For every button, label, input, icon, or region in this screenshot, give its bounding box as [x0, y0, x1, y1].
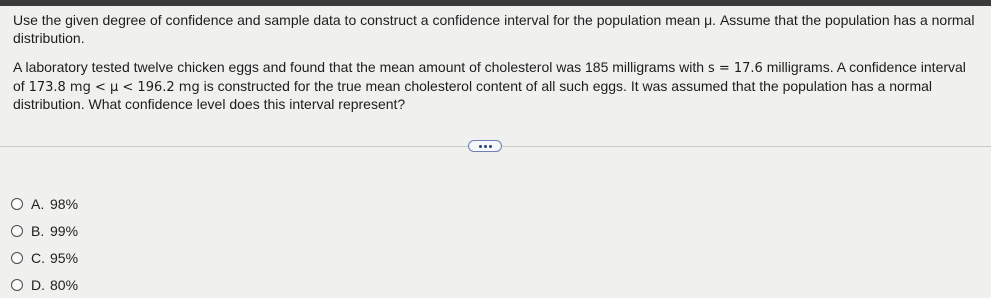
- problem-text-3: is constructed for the true mean cholesterol content of all such eggs. It was assumed that the population has a normal distribution. What confidence level does this interval represent?: [13, 77, 933, 112]
- option-letter: C.: [31, 249, 45, 266]
- answer-options: [11, 190, 311, 298]
- question-problem: [13, 59, 981, 114]
- option-text: 80%: [50, 276, 79, 293]
- option-text: 98%: [50, 195, 79, 212]
- ellipsis-icon: [489, 145, 492, 148]
- option-letter: B.: [31, 222, 45, 239]
- problem-text-2: milligrams. A confidence interval of: [13, 59, 966, 94]
- sample-std-dev: s = 17.6: [707, 61, 763, 76]
- option-text: 99%: [50, 222, 79, 239]
- radio-button[interactable]: [11, 225, 23, 237]
- option-letter: A.: [31, 195, 45, 212]
- option-text: 95%: [50, 249, 79, 266]
- radio-button[interactable]: [11, 252, 23, 264]
- confidence-interval: 173.8 mg < μ < 196.2 mg: [28, 79, 200, 95]
- top-bar: [0, 0, 991, 6]
- option-b[interactable]: [11, 217, 311, 244]
- problem-text-1: A laboratory tested twelve chicken eggs and found that the mean amount of cholesterol was 185 milligrams with: [13, 59, 708, 75]
- radio-button[interactable]: [11, 198, 23, 210]
- radio-button[interactable]: [11, 279, 23, 291]
- question-content: [13, 12, 981, 114]
- ellipsis-icon: [484, 145, 487, 148]
- option-a[interactable]: [11, 190, 311, 217]
- option-letter: D.: [31, 276, 45, 293]
- expand-more-button[interactable]: [468, 140, 502, 152]
- ellipsis-icon: [479, 145, 482, 148]
- option-c[interactable]: [11, 244, 311, 271]
- question-instructions: Use the given degree of confidence and sample data to construct a confidence interval for the population mean μ. Assume that the population has a normal distribution.: [13, 12, 975, 46]
